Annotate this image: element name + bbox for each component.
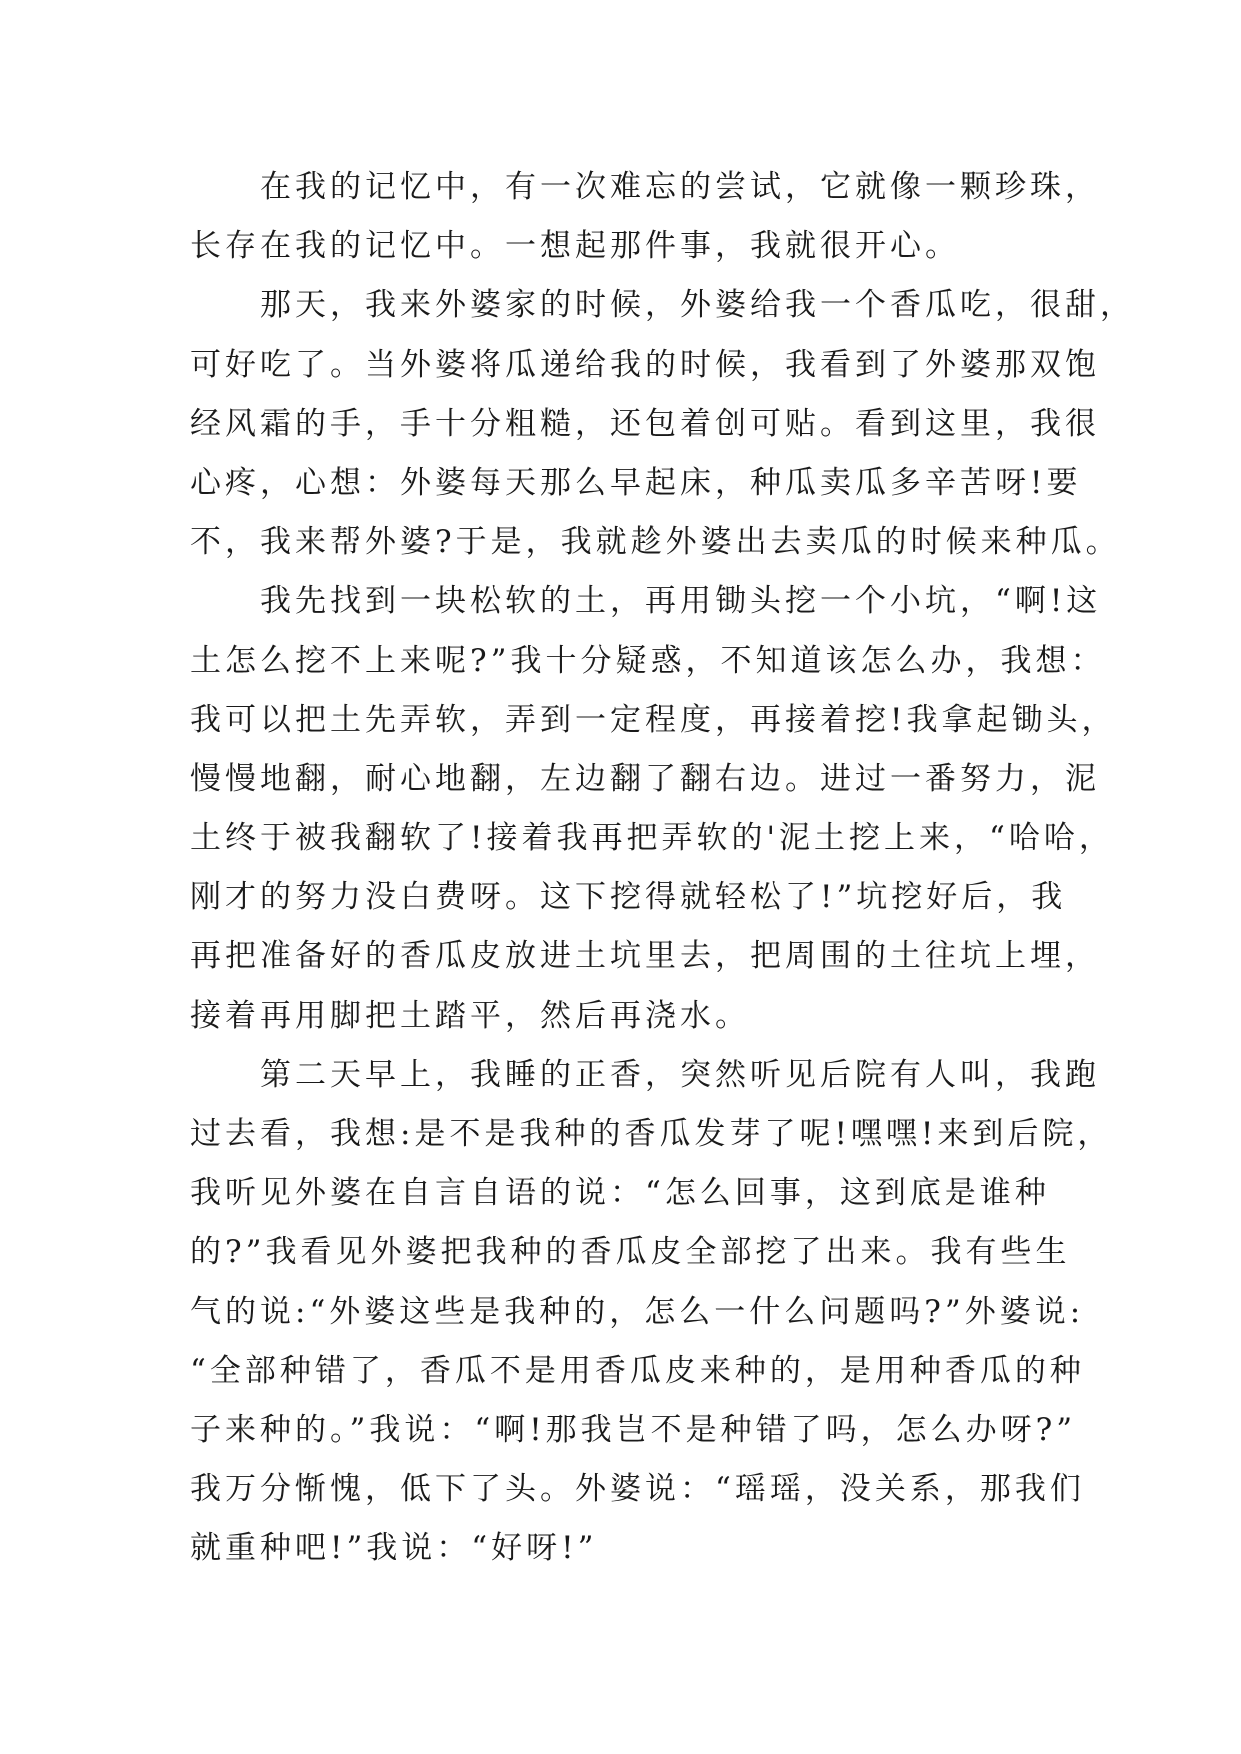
text-line: 子来种的。”我说：“啊!那我岂不是种错了吗，怎么办呀?” xyxy=(190,1411,1077,1448)
text-line: 第二天早上，我睡的正香，突然听见后院有人叫，我跑 xyxy=(260,1056,1100,1093)
text-line: 我可以把土先弄软，弄到一定程度，再接着挖!我拿起锄头， xyxy=(190,701,1117,738)
text-line: 经风霜的手，手十分粗糙，还包着创可贴。看到这里，我很 xyxy=(190,405,1100,442)
text-line: 接着再用脚把土踏平，然后再浇水。 xyxy=(190,997,750,1034)
text-line: 可好吃了。当外婆将瓜递给我的时候，我看到了外婆那双饱 xyxy=(190,346,1100,383)
text-line: 土终于被我翻软了!接着我再把弄软的'泥土挖上来，“哈哈， xyxy=(190,820,1114,857)
text-line: 我听见外婆在自言自语的说：“怎么回事，这到底是谁种 xyxy=(190,1175,1050,1212)
text-line: 的?”我看见外婆把我种的香瓜皮全部挖了出来。我有些生 xyxy=(190,1234,1071,1271)
text-line: “全部种错了，香瓜不是用香瓜皮来种的，是用种香瓜的种 xyxy=(190,1352,1085,1389)
text-line: 在我的记忆中，有一次难忘的尝试，它就像一颗珍珠， xyxy=(260,169,1100,205)
text-line: 就重种吧!”我说：“好呀!” xyxy=(190,1530,598,1567)
text-line: 长存在我的记忆中。一想起那件事，我就很开心。 xyxy=(190,228,960,265)
text-line: 我先找到一块松软的土，再用锄头挖一个小坑，“啊!这 xyxy=(260,583,1102,620)
text-line: 土怎么挖不上来呢?”我十分疑惑，不知道该怎么办，我想： xyxy=(190,642,1106,679)
paragraph-4 xyxy=(190,1046,1113,1579)
text-line: 慢慢地翻，耐心地翻，左边翻了翻右边。进过一番努力，泥 xyxy=(190,760,1100,797)
text-line: 不，我来帮外婆?于是，我就趁外婆出去卖瓜的时候来种瓜。 xyxy=(190,524,1121,561)
text-line: 气的说:“外婆这些是我种的，怎么一什么问题吗?”外婆说: xyxy=(190,1293,1085,1330)
text-line: 刚才的努力没白费呀。这下挖得就轻松了!”坑挖好后，我 xyxy=(190,879,1067,916)
paragraph-1 xyxy=(190,158,1100,276)
paragraph-2 xyxy=(190,276,1135,572)
text-line: 过去看，我想:是不是我种的香瓜发芽了呢!嘿嘿!来到后院， xyxy=(190,1116,1113,1152)
text-line: 那天，我来外婆家的时候，外婆给我一个香瓜吃，很甜， xyxy=(260,287,1135,324)
text-line: 我万分惭愧，低下了头。外婆说：“瑶瑶，没关系，那我们 xyxy=(190,1471,1085,1508)
text-line: 再把准备好的香瓜皮放进土坑里去，把周围的土往坑上埋， xyxy=(190,938,1100,975)
essay-body xyxy=(190,158,1135,1579)
paragraph-3 xyxy=(190,572,1117,1046)
text-line: 心疼，心想：外婆每天那么早起床，种瓜卖瓜多辛苦呀!要 xyxy=(190,464,1082,501)
